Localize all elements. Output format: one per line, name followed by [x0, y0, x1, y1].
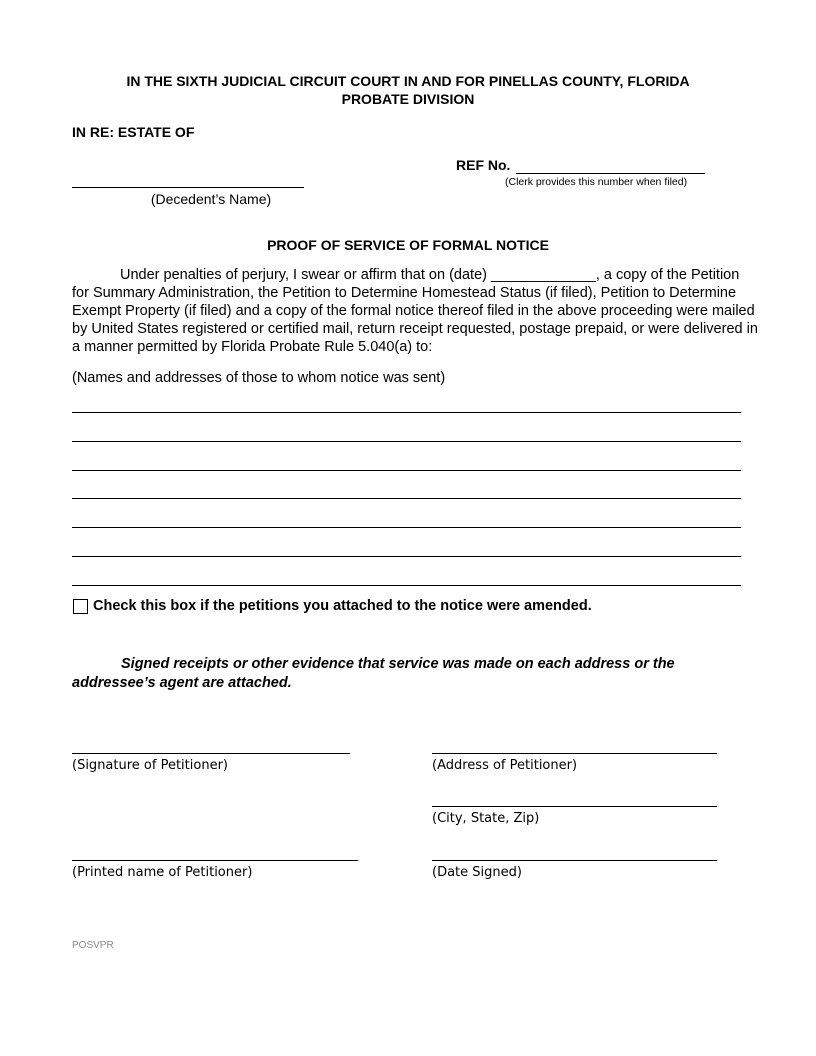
division-heading: PROBATE DIVISION [341, 91, 475, 107]
body-line-4: by United States registered or certified mail, return receipt requested, postage prepaid, or were delivered in [72, 321, 758, 337]
form-code: POSVPR [72, 940, 114, 951]
court-heading: IN THE SIXTH JUDICIAL CIRCUIT COURT IN AND FOR PINELLAS COUNTY, FLORIDA [126, 73, 690, 89]
recipient-line[interactable] [72, 470, 741, 471]
recipient-line[interactable] [72, 412, 741, 413]
date-signed-label: (Date Signed) [432, 865, 522, 880]
recipient-line[interactable] [72, 556, 741, 557]
body-line-3: Exempt Property (if filed) and a copy of the formal notice thereof filed in the above proceeding were mailed [72, 303, 755, 319]
ref-number-note: (Clerk provides this number when filed) [505, 176, 688, 188]
city-state-zip-label: (City, State, Zip) [432, 811, 540, 826]
amended-petitions-checkbox[interactable] [73, 599, 88, 614]
recipient-line[interactable] [72, 585, 741, 586]
recipient-line[interactable] [72, 527, 741, 528]
receipts-line-1: Signed receipts or other evidence that service was made on each address or the [121, 656, 675, 672]
address-label: (Address of Petitioner) [432, 758, 578, 773]
recipient-line[interactable] [72, 498, 741, 499]
ref-number-field[interactable] [516, 157, 705, 174]
document-title: PROOF OF SERVICE OF FORMAL NOTICE [267, 237, 549, 253]
signature-label: (Signature of Petitioner) [72, 758, 228, 773]
amended-petitions-label: Check this box if the petitions you attached to the notice were amended. [93, 598, 592, 614]
recipient-line[interactable] [72, 441, 741, 442]
printed-name-label: (Printed name of Petitioner) [72, 865, 253, 880]
decedent-name-field[interactable] [72, 171, 304, 188]
printed-name-field[interactable] [72, 860, 358, 861]
body-line-2: for Summary Administration, the Petition to Determine Homestead Status (if filed), Petition to Determine [72, 285, 737, 301]
city-state-zip-field[interactable] [432, 806, 717, 807]
signature-field[interactable] [72, 753, 350, 754]
decedent-name-label: (Decedent’s Name) [150, 191, 272, 207]
ref-number-label: REF No. [456, 157, 511, 173]
date-signed-field[interactable] [432, 860, 717, 861]
receipts-line-2: addressee’s agent are attached. [72, 675, 292, 691]
recipients-label: (Names and addresses of those to whom notice was sent) [72, 370, 446, 386]
address-field[interactable] [432, 753, 717, 754]
body-line-1: Under penalties of perjury, I swear or affirm that on (date) _____________, a copy of the Petition [120, 267, 740, 283]
body-line-5: a manner permitted by Florida Probate Rule 5.040(a) to: [72, 339, 433, 355]
in-re-label: IN RE: ESTATE OF [72, 124, 195, 140]
